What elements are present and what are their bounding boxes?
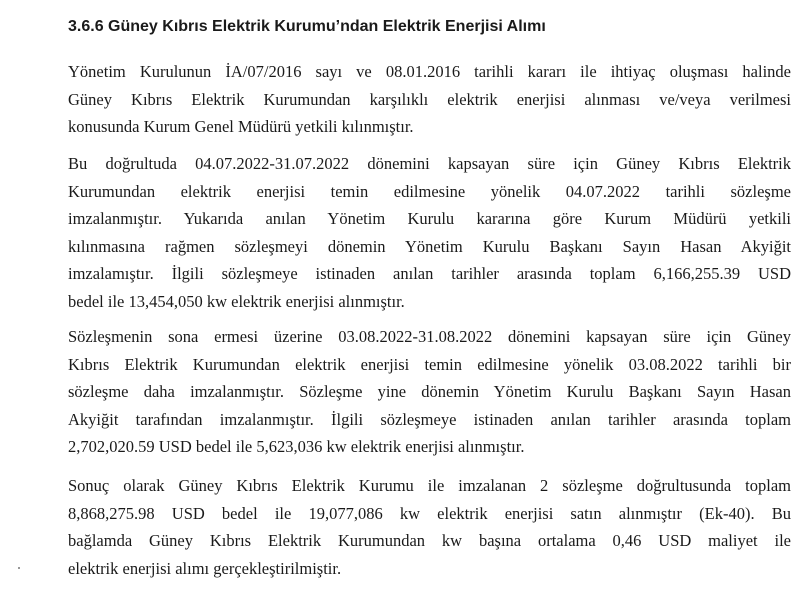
paragraph-line: Güney Kıbrıs Elektrik Kurumundan karşılıklı elektrik enerjisi alınması ve/veya verilmesi: [68, 89, 791, 109]
paragraph-line: Sonuç olarak Güney Kıbrıs Elektrik Kurumu ile imzalanan 2 sözleşme doğrultusunda toplam: [68, 476, 791, 495]
paragraph-line: bedel ile 13,454,050 kw elektrik enerjisi alınmıştır.: [68, 291, 405, 311]
paragraph-line: sözleşme daha imzalanmıştır. Sözleşme yine dönemin Yönetim Kurulu Başkanı Sayın Hasan: [68, 382, 791, 401]
paragraph-line: Kıbrıs Elektrik Kurumundan elektrik enerjisi temin edilmesine yönelik 03.08.2022 tarihli bir: [68, 354, 791, 374]
paragraph-line: imzalamıştır. İlgili sözleşmeye istinaden anılan tarihler arasında toplam 6,166,255.39 USD: [68, 264, 791, 283]
cut-off-text-line: [68, 590, 791, 602]
paragraph-line: 2,702,020.59 USD bedel ile 5,623,036 kw elektrik enerjisi alınmıştır.: [68, 437, 525, 456]
paragraph-line: konusunda Kurum Genel Müdürü yetkili kılınmıştır.: [68, 117, 414, 136]
paragraph-line: imzalanmıştır. Yukarıda anılan Yönetim Kurulu kararına göre Kurum Müdürü yetkili: [68, 209, 791, 228]
paragraph-conclusion: [68, 472, 791, 582]
paragraph-line: Bu doğrultuda 04.07.2022-31.07.2022 dönemini kapsayan süre için Güney Kıbrıs Elektrik: [68, 154, 791, 173]
paragraph-line: Sözleşmenin sona ermesi üzerine 03.08.2022-31.08.2022 dönemini kapsayan süre için Güney: [68, 327, 791, 346]
section-heading: 3.6.6 Güney Kıbrıs Elektrik Kurumu’ndan Elektrik Enerjisi Alımı: [68, 18, 546, 35]
paragraph-line: bağlamda Güney Kıbrıs Elektrik Kurumundan kw başına ortalama 0,46 USD maliyet ile: [68, 531, 791, 550]
cut-off-text-fragment: [68, 590, 791, 602]
paragraph-line: kılınmasına rağmen sözleşmeyi dönemin Yönetim Kurulu Başkanı Sayın Hasan Akyiğit: [68, 236, 791, 256]
paragraph-second-contract: [68, 323, 791, 461]
paragraph-board-authorization: [68, 58, 791, 141]
scan-speck: [18, 567, 20, 569]
paragraph-line: Yönetim Kurulunun İA/07/2016 sayı ve 08.01.2016 tarihli kararı ile ihtiyaç oluşması halinde: [68, 62, 791, 81]
paragraph-first-contract: [68, 150, 791, 315]
paragraph-line: Kurumundan elektrik enerjisi temin edilmesine yönelik 04.07.2022 tarihli sözleşme: [68, 181, 791, 201]
paragraph-line: Akyiğit tarafından imzalanmıştır. İlgili sözleşmeye istinaden anılan tarihler arasında toplam: [68, 409, 791, 429]
paragraph-line: elektrik enerjisi alımı gerçekleştirilmiştir.: [68, 558, 342, 578]
paragraph-line: 8,868,275.98 USD bedel ile 19,077,086 kw elektrik enerjisi satın alınmıştır (Ek-40). Bu: [68, 503, 791, 523]
document-page: [68, 0, 791, 600]
